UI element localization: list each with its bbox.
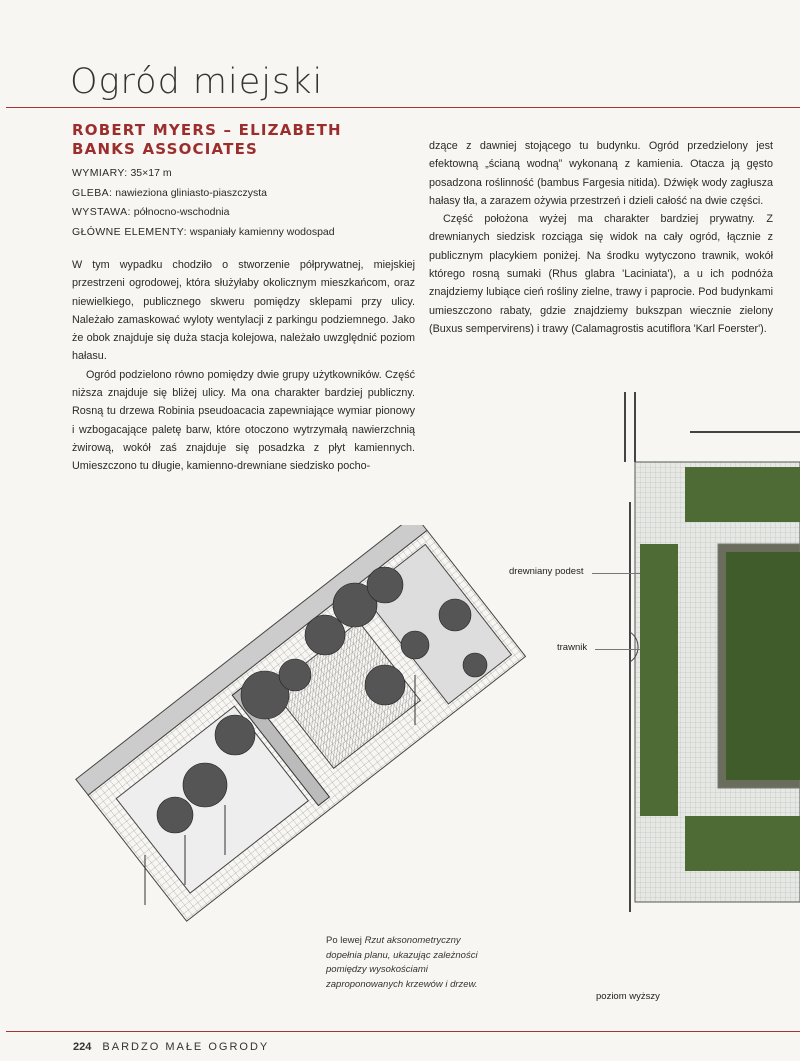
figure-caption bbox=[326, 934, 486, 992]
planting-bed bbox=[640, 544, 678, 816]
spec-label: GŁÓWNE ELEMENTY: bbox=[72, 225, 187, 238]
spec-row bbox=[72, 184, 335, 204]
bottom-rule bbox=[6, 1031, 800, 1032]
spec-row bbox=[72, 223, 335, 243]
caption-text: Rzut aksonometryczny dopełnia planu, ukazując zależności pomiędzy wysokościami zaproponowanych krzewów i drzew. bbox=[326, 935, 478, 990]
plan-label-poziom: poziom wyższy bbox=[596, 991, 660, 1002]
left-column-text bbox=[72, 256, 415, 476]
section-title: BARDZO MAŁE OGRODY bbox=[102, 1041, 270, 1053]
caption-prefix: Po lewej bbox=[326, 935, 362, 946]
paragraph: dzące z dawniej stojącego tu budynku. Ogród przedzielony jest efektowną „ścianą wodną” wykonaną z kamienia. Otacza ją gęsto posadzona roślinność (bambus Fargesia nitida). Dźwięk wody zagłusza hałasy tła, a zarazem ożywia przestrzeń i dzieli całość na dwie części. bbox=[429, 140, 773, 207]
spec-row bbox=[72, 164, 335, 184]
plan-label-podest: drewniany podest bbox=[509, 566, 584, 577]
leader-line bbox=[592, 573, 640, 574]
page-number: 224 bbox=[73, 1041, 92, 1053]
paragraph: Ogród podzielono równo pomiędzy dwie grupy użytkowników. Część niższa znajduje się bliżej ulicy. Ma ona charakter bardziej publiczny. Rosną tu drzewa Robinia pseudoacacia zapewniające wymiar pionowy i wzbogacające paletę barw, które otoczono wytrzymałą nawierzchnią żwirową, wokół zaś znajduje się posadzka z płyt kamiennych. Umieszczono tu długie, kamienno-drewniane siedzisko pocho- bbox=[72, 368, 415, 473]
page-title: Ogród miejski bbox=[70, 62, 324, 102]
spec-label: WYMIARY: bbox=[72, 167, 128, 179]
planting-bed bbox=[685, 816, 800, 871]
spec-value: 35×17 m bbox=[130, 167, 172, 179]
spec-value: północno-wschodnia bbox=[133, 206, 230, 218]
specs-list bbox=[72, 164, 335, 242]
leader-line bbox=[595, 649, 640, 650]
spec-value: wspaniały kamienny wodospad bbox=[189, 225, 335, 238]
plan-label-trawnik: trawnik bbox=[557, 642, 588, 653]
paragraph: W tym wypadku chodziło o stworzenie półprywatnej, miejskiej przestrzeni ogrodowej, która służyłaby okolicznym mieszkańcom, oraz niewielkiego, publicznego skweru pomiędzy sklepami przy ulicy. Należało zamaskować wyloty wentylacji z parkingu podziemnego. Jako że obok znajduje się duża stacja kolejowa, należało uwzględnić poziom hałasu. bbox=[72, 259, 415, 363]
planting-bed bbox=[685, 467, 800, 522]
right-column-text bbox=[429, 137, 773, 338]
spec-row bbox=[72, 203, 335, 223]
site-plan bbox=[600, 392, 800, 912]
paragraph: Część położona wyżej ma charakter bardziej prywatny. Z drewnianych siedzisk rozciąga się widok na cały ogród, łącznie z publicznym placykiem poniżej. Na środku wytyczono trawnik, wokół którego rosną sumaki (Rhus glabra 'Laciniata'), a u ich podnóża znajdziemy lubiące cień rośliny zielne, trawy i paprocie. Pod budynkami umieszczono rabaty, gdzie znajdziemy bukszpan wiecznie zielony (Buxus sempervirens) i trawy (Calamagrostis acutiflora 'Karl Foerster'). bbox=[429, 213, 773, 335]
spec-label: GLEBA: bbox=[72, 186, 113, 199]
spec-value: nawieziona gliniasto-piaszczysta bbox=[115, 186, 268, 199]
author-heading: ROBERT MYERS – ELIZABETH BANKS ASSOCIATES bbox=[72, 121, 342, 158]
axonometric-drawing bbox=[55, 525, 535, 945]
top-rule bbox=[6, 107, 800, 108]
page-footer bbox=[73, 1041, 269, 1053]
spec-label: WYSTAWA: bbox=[72, 206, 131, 218]
